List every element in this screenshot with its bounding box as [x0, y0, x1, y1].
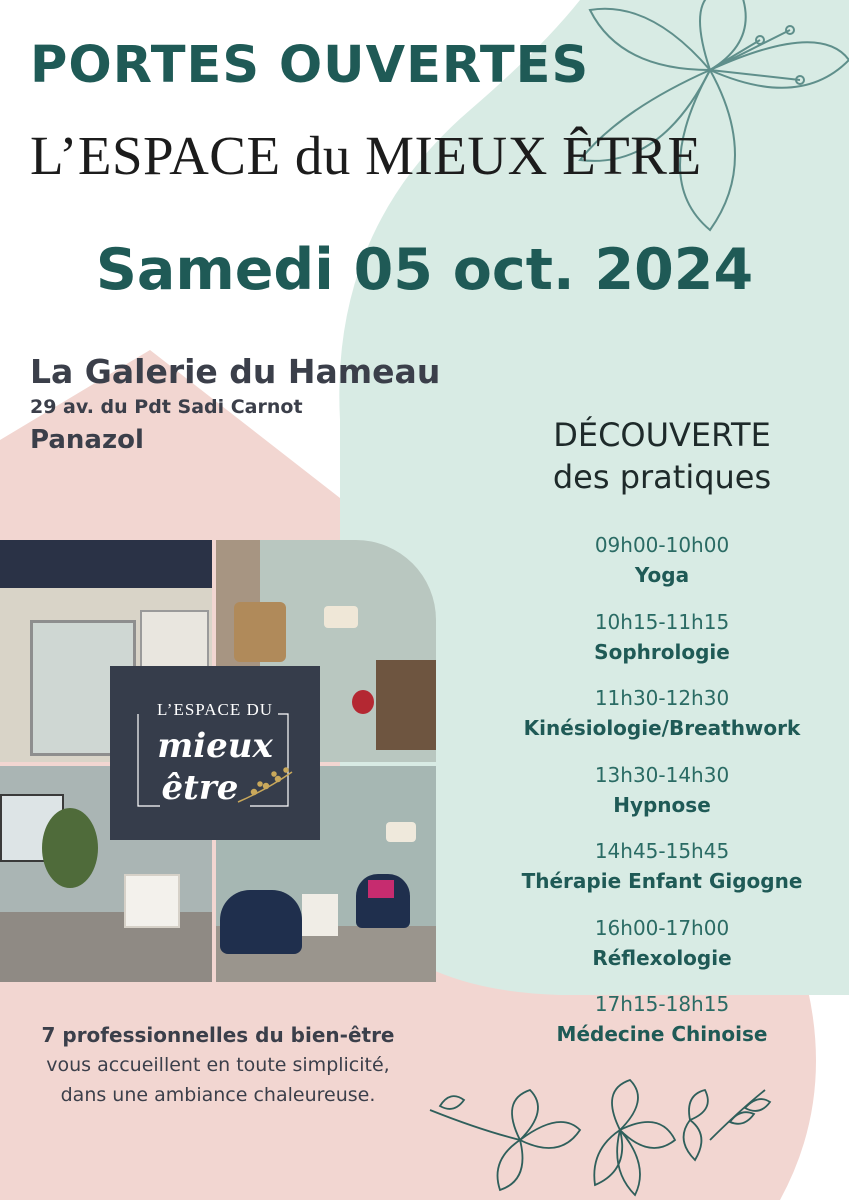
schedule-item	[464, 760, 849, 837]
schedule-activity: Kinésiologie/Breathwork	[523, 716, 801, 740]
logo-line-2: mieux	[157, 726, 273, 766]
center-name: L’ESPACE du MIEUX ÊTRE	[30, 125, 702, 186]
discover-line-1: DÉCOUVERTE	[553, 416, 771, 454]
floor	[0, 912, 212, 982]
schedule-activity: Hypnose	[613, 792, 711, 817]
branch-icon	[236, 766, 296, 806]
venue-block	[30, 352, 440, 458]
schedule-activity: Réflexologie	[592, 945, 732, 970]
schedule-time: 10h15-11h15	[594, 609, 730, 634]
floral-branch-icon	[420, 1070, 780, 1200]
venue-street: 29 av. du Pdt Sadi Carnot	[30, 396, 303, 418]
plant	[42, 808, 98, 888]
side-table	[302, 894, 338, 936]
discover-line-2: des pratiques	[552, 458, 772, 496]
schedule-list	[464, 530, 849, 1066]
schedule-item	[464, 989, 849, 1066]
desk	[376, 660, 436, 750]
footer-headline: 7 professionnelles du bien-être	[41, 1023, 395, 1047]
armchair	[220, 890, 302, 954]
flower-pot	[352, 690, 374, 714]
schedule-item	[464, 607, 849, 684]
schedule-time: 09h00-10h00	[594, 533, 730, 557]
footer-text	[0, 1020, 436, 1110]
schedule-item	[464, 913, 849, 990]
pink-cushion	[368, 880, 394, 898]
schedule-time: 13h30-14h30	[594, 762, 730, 787]
floor-lamp	[386, 822, 416, 842]
brand-logo	[110, 666, 320, 840]
logo-line-3: être	[161, 768, 239, 808]
schedule-time: 14h45-15h45	[594, 839, 730, 863]
schedule-item	[464, 836, 849, 913]
schedule-item	[464, 530, 849, 607]
schedule-time: 16h00-17h00	[594, 915, 730, 940]
schedule-activity: Médecine Chinoise	[556, 1022, 768, 1046]
schedule-time: 17h15-18h15	[594, 992, 730, 1016]
schedule-activity: Sophrologie	[594, 639, 730, 664]
lamp	[324, 606, 358, 628]
venue-city: Panazol	[30, 425, 144, 455]
wicker-chair	[234, 602, 286, 662]
event-title: PORTES OUVERTES	[30, 36, 590, 95]
storefront-sign	[0, 540, 212, 588]
shelf	[124, 874, 180, 928]
discover-heading	[464, 414, 849, 498]
logo-line-1: L’ESPACE DU	[156, 700, 274, 719]
schedule-time: 11h30-12h30	[594, 686, 730, 710]
event-date: Samedi 05 oct. 2024	[95, 237, 754, 303]
flower-outline-icon	[560, 0, 849, 240]
footer-line-1: vous accueillent en toute simplicité,	[46, 1054, 390, 1076]
schedule-activity: Yoga	[634, 563, 690, 587]
schedule-activity: Thérapie Enfant Gigogne	[521, 869, 803, 893]
schedule-item	[464, 683, 849, 760]
venue-name: La Galerie du Hameau	[30, 352, 441, 391]
footer-line-2: dans une ambiance chaleureuse.	[60, 1084, 376, 1106]
